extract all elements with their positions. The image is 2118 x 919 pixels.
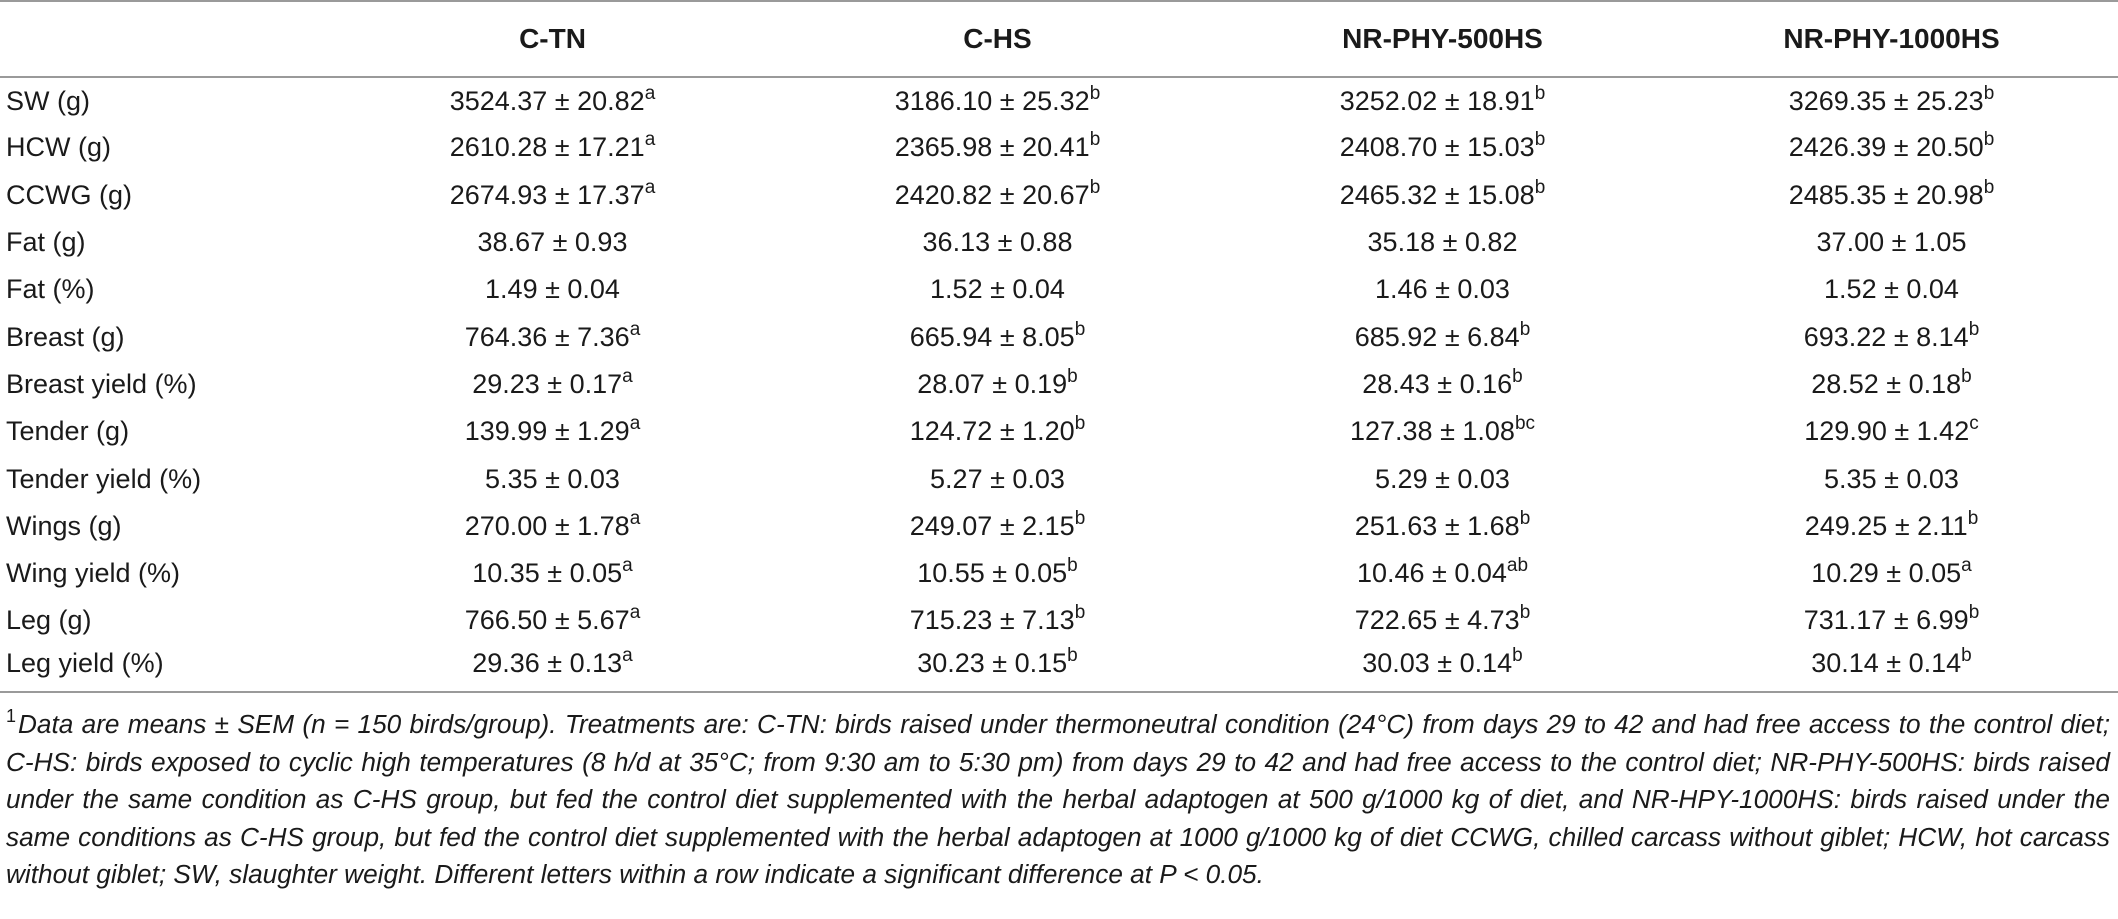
table-row	[0, 550, 2118, 597]
table-cell	[1220, 550, 1665, 597]
header-cell-empty	[0, 1, 330, 77]
header-cell-nr-phy-500hs: NR-PHY-500HS	[1220, 1, 1665, 77]
table-cell	[775, 503, 1220, 550]
table-cell	[1220, 645, 1665, 692]
significance-letter: b	[1089, 129, 1101, 151]
significance-letter: a	[622, 645, 633, 667]
table-cell	[775, 266, 1220, 313]
significance-letter: a	[629, 318, 641, 340]
row-label: CCWG (g)	[6, 179, 132, 210]
table-cell	[1665, 124, 2118, 171]
cell-value: 5.35 ± 0.03	[485, 463, 620, 494]
cell-value: 249.25 ± 2.11	[1804, 510, 1968, 541]
significance-letter: b	[1089, 176, 1101, 198]
cell-value: 715.23 ± 7.13	[909, 605, 1075, 636]
cell-value: 693.22 ± 8.14	[1803, 321, 1969, 352]
table-cell	[1665, 172, 2118, 219]
cell-value: 10.46 ± 0.04	[1356, 558, 1507, 589]
row-label: Fat (%)	[6, 274, 95, 305]
cell-value: 37.00 ± 1.05	[1816, 227, 1967, 258]
table-cell	[1665, 455, 2118, 502]
cell-value: 124.72 ± 1.20	[909, 416, 1075, 447]
table-cell	[330, 503, 775, 550]
cell-value: 2485.35 ± 20.98	[1788, 179, 1984, 210]
table-cell	[330, 361, 775, 408]
cell-value: 3524.37 ± 20.82	[449, 85, 645, 116]
cell-value: 766.50 ± 5.67	[464, 605, 630, 636]
significance-letter: a	[629, 507, 641, 529]
significance-letter: b	[1089, 82, 1101, 104]
cell-value: 2420.82 ± 20.67	[894, 179, 1090, 210]
significance-letter: b	[1983, 129, 1995, 151]
significance-letter: a	[644, 82, 656, 104]
cell-value: 685.92 ± 6.84	[1354, 321, 1520, 352]
cell-value: 2408.70 ± 15.03	[1339, 132, 1535, 163]
cell-value: 251.63 ± 1.68	[1354, 510, 1520, 541]
table-cell	[1665, 503, 2118, 550]
table-cell	[1220, 455, 1665, 502]
significance-letter: b	[1074, 318, 1086, 340]
cell-value: 1.49 ± 0.04	[485, 274, 620, 305]
table-cell	[775, 645, 1220, 692]
table-cell	[775, 455, 1220, 502]
table-cell	[1665, 313, 2118, 360]
significance-letter: b	[1074, 413, 1086, 435]
row-label: Leg yield (%)	[0, 645, 330, 692]
significance-letter: c	[1969, 413, 1979, 435]
table-row	[0, 361, 2118, 408]
significance-letter: b	[1983, 176, 1995, 198]
row-label: SW (g)	[6, 85, 90, 116]
table-cell	[1665, 550, 2118, 597]
significance-letter: b	[1067, 555, 1078, 577]
cell-value: 665.94 ± 8.05	[909, 321, 1075, 352]
table-row	[0, 124, 2118, 171]
cell-value: 129.90 ± 1.42	[1804, 416, 1970, 447]
table-row	[0, 408, 2118, 455]
table-cell	[775, 550, 1220, 597]
table-cell	[330, 645, 775, 692]
table-cell	[1220, 361, 1665, 408]
significance-letter: b	[1961, 365, 1972, 387]
table-row	[0, 266, 2118, 313]
cell-value: 29.23 ± 0.17	[472, 368, 623, 399]
cell-value: 28.07 ± 0.19	[917, 368, 1068, 399]
row-label: Fat (g)	[6, 227, 86, 258]
cell-value: 28.43 ± 0.16	[1362, 368, 1513, 399]
cell-value: 5.35 ± 0.03	[1824, 463, 1959, 494]
cell-value: 722.65 ± 4.73	[1354, 605, 1520, 636]
cell-value: 28.52 ± 0.18	[1811, 368, 1962, 399]
table-cell	[330, 266, 775, 313]
significance-letter: b	[1512, 645, 1523, 667]
row-label: Wing yield (%)	[6, 558, 181, 589]
table-row	[0, 172, 2118, 219]
significance-letter: b	[1534, 129, 1546, 151]
table-cell	[1665, 219, 2118, 266]
table-row	[0, 597, 2118, 644]
table-cell	[1665, 645, 2118, 692]
significance-letter: a	[622, 365, 633, 387]
significance-letter: b	[1519, 602, 1531, 624]
header-cell-nr-phy-1000hs: NR-PHY-1000HS	[1665, 1, 2118, 77]
table-cell	[330, 455, 775, 502]
table-cell	[330, 77, 775, 124]
significance-letter: a	[1961, 555, 1972, 577]
cell-value: 10.35 ± 0.05	[472, 558, 623, 589]
table-cell	[330, 124, 775, 171]
cell-value: 3269.35 ± 25.23	[1788, 85, 1984, 116]
cell-value: 249.07 ± 2.15	[909, 510, 1075, 541]
table-cell	[775, 219, 1220, 266]
cell-value: 2610.28 ± 17.21	[449, 132, 645, 163]
table-cell	[775, 172, 1220, 219]
cell-value: 2426.39 ± 20.50	[1788, 132, 1984, 163]
footnote-marker: 1	[6, 706, 17, 726]
table-cell	[1665, 408, 2118, 455]
table-row	[0, 313, 2118, 360]
cell-value: 764.36 ± 7.36	[464, 321, 630, 352]
cell-value: 35.18 ± 0.82	[1367, 227, 1518, 258]
significance-letter: b	[1961, 645, 1972, 667]
cell-value: 1.46 ± 0.03	[1375, 274, 1510, 305]
table-cell	[1220, 219, 1665, 266]
cell-value: 10.55 ± 0.05	[917, 558, 1068, 589]
row-label: Leg (g)	[6, 605, 92, 636]
table-cell	[1220, 172, 1665, 219]
significance-letter: b	[1067, 365, 1078, 387]
table-cell	[330, 172, 775, 219]
row-label: Wings (g)	[6, 510, 122, 541]
table-cell	[330, 408, 775, 455]
cell-value: 1.52 ± 0.04	[1824, 274, 1959, 305]
table-cell	[1220, 266, 1665, 313]
cell-value: 5.29 ± 0.03	[1375, 463, 1510, 494]
cell-value: 127.38 ± 1.08	[1349, 416, 1515, 447]
significance-letter: a	[644, 176, 656, 198]
cell-value: 10.29 ± 0.05	[1811, 558, 1962, 589]
footnote-text: Data are means ± SEM (n = 150 birds/group). Treatments are: C-TN: birds raised under thermoneutral condition (24°C) from days 29 to 42 and had free access to the control diet; C-HS: birds exposed to cyclic high temperatures (8 h/d at 35°C; from 9:30 am to 5:30 pm) from days 29 to 42 and had free access to the control diet; NR-PHY-500HS: birds raised under the same condition as C-HS group, but fed the control diet supplemented with the herbal adaptogen at 500 g/1000 kg of diet, and NR-HPY-1000HS: birds raised under the same conditions as C-HS group, but fed the control diet supplemented with the herbal adaptogen at 1000 g/1000 kg of diet CCWG, chilled carcass without giblet; HCW, hot carcass without giblet; SW, slaughter weight. Different letters within a row indicate a significant difference at P < 0.05.	[6, 709, 2110, 889]
table-row	[0, 503, 2118, 550]
table-row	[0, 219, 2118, 266]
significance-letter: b	[1074, 602, 1086, 624]
table-cell	[1665, 361, 2118, 408]
significance-letter: b	[1512, 365, 1523, 387]
table-cell	[1220, 597, 1665, 644]
significance-letter: bc	[1514, 413, 1536, 435]
significance-letter: b	[1534, 176, 1546, 198]
significance-letter: b	[1519, 507, 1531, 529]
table-cell	[330, 219, 775, 266]
cell-value: 3252.02 ± 18.91	[1339, 85, 1535, 116]
significance-letter: a	[629, 413, 641, 435]
table-cell	[1665, 77, 2118, 124]
cell-value: 2365.98 ± 20.41	[894, 132, 1090, 163]
significance-letter: b	[1983, 82, 1995, 104]
table-cell	[1220, 313, 1665, 360]
cell-value: 29.36 ± 0.13	[472, 648, 623, 679]
table-cell	[1220, 408, 1665, 455]
significance-letter: b	[1967, 507, 1979, 529]
table-cell	[330, 550, 775, 597]
cell-value: 270.00 ± 1.78	[464, 510, 630, 541]
row-label: Breast (g)	[6, 321, 125, 352]
table-cell	[775, 361, 1220, 408]
cell-value: 3186.10 ± 25.32	[894, 85, 1090, 116]
significance-letter: b	[1968, 318, 1980, 340]
table-cell	[1665, 266, 2118, 313]
row-label: HCW (g)	[6, 132, 111, 163]
table-cell	[775, 124, 1220, 171]
table-header-row	[0, 1, 2118, 77]
cell-value: 30.14 ± 0.14	[1811, 648, 1962, 679]
table-cell	[775, 408, 1220, 455]
table-cell	[775, 77, 1220, 124]
cell-value: 30.03 ± 0.14	[1362, 648, 1513, 679]
table-row	[0, 455, 2118, 502]
row-label: Tender (g)	[6, 416, 130, 447]
table-footnote	[6, 706, 2110, 894]
cell-value: 5.27 ± 0.03	[930, 463, 1065, 494]
significance-letter: b	[1067, 645, 1078, 667]
cell-value: 36.13 ± 0.88	[922, 227, 1073, 258]
row-label: Breast yield (%)	[6, 368, 197, 399]
header-cell-c-tn: C-TN	[330, 1, 775, 77]
table-cell	[330, 313, 775, 360]
table-cell	[1665, 597, 2118, 644]
cell-value: 139.99 ± 1.29	[464, 416, 630, 447]
cell-value: 731.17 ± 6.99	[1803, 605, 1969, 636]
significance-letter: b	[1074, 507, 1086, 529]
significance-letter: ab	[1506, 555, 1529, 577]
cell-value: 1.52 ± 0.04	[930, 274, 1065, 305]
significance-letter: b	[1519, 318, 1531, 340]
cell-value: 38.67 ± 0.93	[477, 227, 628, 258]
table-body	[0, 77, 2118, 692]
cell-value: 30.23 ± 0.15	[917, 648, 1068, 679]
cell-value: 2465.32 ± 15.08	[1339, 179, 1535, 210]
table-cell	[1220, 77, 1665, 124]
header-cell-c-hs: C-HS	[775, 1, 1220, 77]
table-row	[0, 645, 2118, 692]
significance-letter: b	[1968, 602, 1980, 624]
significance-letter: b	[1534, 82, 1546, 104]
table-cell	[775, 597, 1220, 644]
significance-letter: a	[644, 129, 656, 151]
cell-value: 2674.93 ± 17.37	[449, 179, 645, 210]
significance-letter: a	[622, 555, 633, 577]
significance-letter: a	[629, 602, 641, 624]
row-label: Tender yield (%)	[6, 463, 202, 494]
table-cell	[1220, 503, 1665, 550]
table-row	[0, 77, 2118, 124]
table-cell	[1220, 124, 1665, 171]
table-cell	[330, 597, 775, 644]
table-cell	[775, 313, 1220, 360]
